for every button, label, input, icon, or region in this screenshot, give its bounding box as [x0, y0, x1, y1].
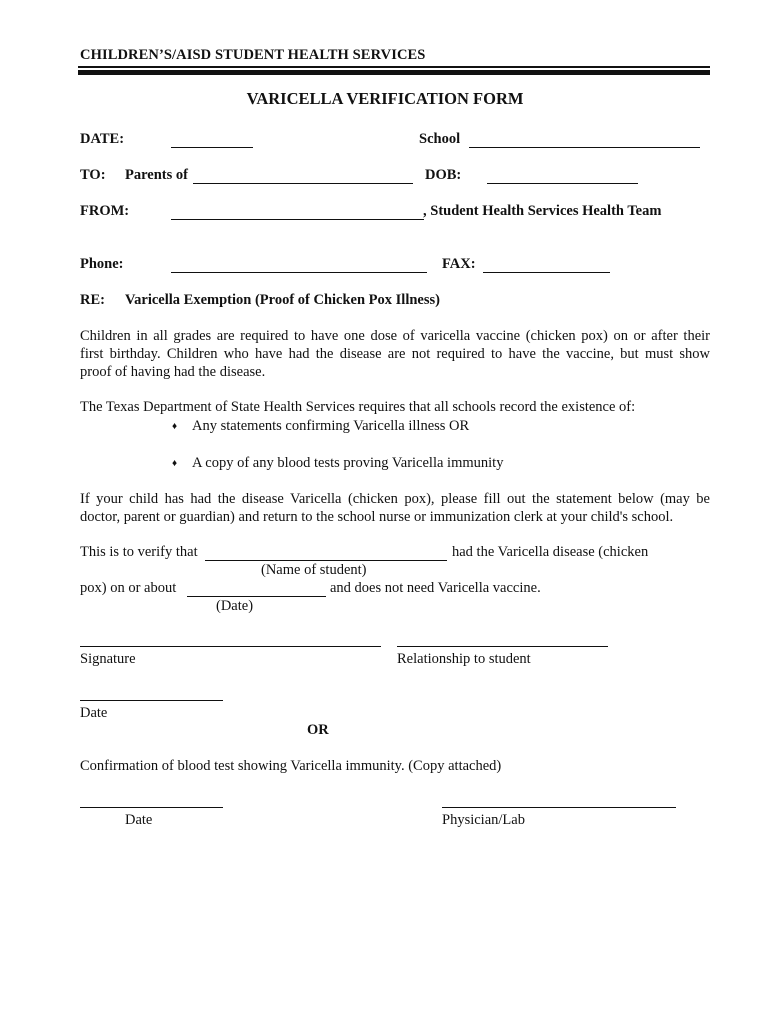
relationship-label: Relationship to student — [397, 651, 531, 667]
school-blank-line[interactable] — [469, 147, 700, 148]
from-suffix-text: , Student Health Services Health Team — [423, 203, 662, 219]
requirement-line-3: proof of having had the disease. — [80, 364, 266, 380]
form-title: VARICELLA VERIFICATION FORM — [246, 89, 524, 108]
fax-blank-line[interactable] — [483, 272, 610, 273]
school-label: School — [419, 131, 461, 147]
blood-test-confirmation-text: Confirmation of blood test showing Varicella immunity. (Copy attached) — [80, 758, 502, 774]
bullet-text-blood-test: A copy of any blood tests proving Varicella immunity — [192, 455, 504, 471]
organization-header: CHILDREN’S/AISD STUDENT HEALTH SERVICES — [80, 47, 426, 63]
or-separator: OR — [307, 722, 329, 738]
test-date-blank-line[interactable] — [80, 807, 223, 808]
instructions-paragraph — [80, 490, 710, 526]
instructions-line-2: doctor, parent or guardian) and return to the school nurse or immunization clerk at your child's school. — [80, 509, 674, 525]
re-label: RE: — [80, 292, 105, 308]
header-rule-thick — [78, 70, 710, 75]
instructions-line-1: If your child has had the disease Varicella (chicken pox), please fill out the statement below (may be — [80, 491, 710, 507]
bullet-item-illness — [172, 418, 469, 435]
physician-lab-label: Physician/Lab — [442, 812, 525, 828]
illness-date-blank-line[interactable] — [187, 596, 326, 597]
requirement-line-2: first birthday. Children who have had the disease are not required to have the vaccine, but must show — [80, 346, 710, 362]
dob-blank-line[interactable] — [487, 183, 638, 184]
verify-suffix-text: had the Varicella disease (chicken — [452, 544, 649, 560]
requirement-line-1: Children in all grades are required to have one dose of varicella vaccine (chicken pox) on or after their — [80, 328, 710, 344]
re-subject: Varicella Exemption (Proof of Chicken Pox Illness) — [125, 292, 440, 308]
parents-of-blank-line[interactable] — [193, 183, 413, 184]
parents-of-label: Parents of — [125, 167, 188, 183]
phone-blank-line[interactable] — [171, 272, 427, 273]
bullet-item-blood-test — [172, 455, 503, 472]
bullet-diamond-icon: ♦ — [172, 421, 178, 432]
header-rule-thin — [78, 66, 710, 68]
physician-blank-line[interactable] — [442, 807, 676, 808]
student-name-blank-line[interactable] — [205, 560, 447, 561]
about-suffix-text: and does not need Varicella vaccine. — [330, 580, 541, 596]
signature-label: Signature — [80, 651, 136, 667]
date-blank-line[interactable] — [171, 147, 253, 148]
student-name-caption: (Name of student) — [261, 562, 367, 578]
bullet-diamond-icon: ♦ — [172, 458, 178, 469]
from-label: FROM: — [80, 203, 130, 219]
illness-date-caption: (Date) — [216, 598, 254, 614]
phone-label: Phone: — [80, 256, 124, 272]
date-label: DATE: — [80, 131, 125, 147]
relationship-blank-line[interactable] — [397, 646, 608, 647]
signature-date-label: Date — [80, 705, 108, 721]
from-blank-line[interactable] — [171, 219, 424, 220]
fax-label: FAX: — [442, 256, 476, 272]
test-date-label: Date — [125, 812, 153, 828]
record-requirement-text: The Texas Department of State Health Services requires that all schools record the existence of: — [80, 399, 636, 415]
bullet-text-illness: Any statements confirming Varicella illness OR — [192, 418, 470, 434]
about-prefix-text: pox) on or about — [80, 580, 177, 596]
verify-prefix-text: This is to verify that — [80, 544, 198, 560]
dob-label: DOB: — [425, 167, 462, 183]
to-label: TO: — [80, 167, 106, 183]
requirement-paragraph — [80, 327, 710, 381]
signature-date-blank-line[interactable] — [80, 700, 223, 701]
signature-blank-line[interactable] — [80, 646, 381, 647]
